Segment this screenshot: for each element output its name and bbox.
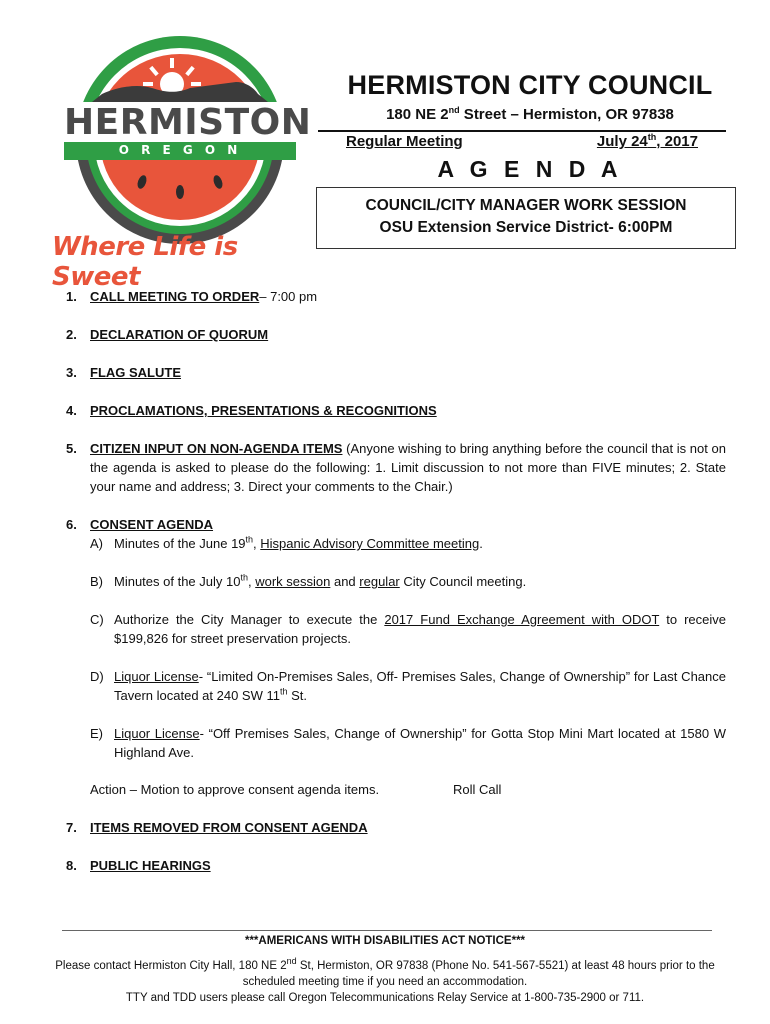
ada-notice-heading: ***AMERICANS WITH DISABILITIES ACT NOTICE*** [244,935,526,947]
meeting-date: July 24th, 2017 [596,132,698,150]
agenda-item-1: 1. CALL MEETING TO ORDER– 7:00 pm [66,289,318,304]
ada-notice-line-1: Please contact Hermiston City Hall, 180 NE 2nd St, Hermiston, OR 97838 (Phone No. 541-567-5521) at least 48 hours prior to the [55,956,715,972]
logo-name: HERMISTON [64,102,312,143]
agenda-item-title: PROCLAMATIONS, PRESENTATIONS & RECOGNITIONS [90,403,437,418]
agenda-item-title: CITIZEN INPUT ON NON-AGENDA ITEMS [90,441,343,456]
consent-item-b: B) Minutes of the July 10th, work session and regular City Council meeting. [90,572,527,589]
agenda-item-4: 4. PROCLAMATIONS, PRESENTATIONS & RECOGNITIONS [66,403,437,418]
consent-item-c: C) Authorize the City Manager to execute the 2017 Fund Exchange Agreement with ODOT to receive $199,826 for street preservation projects. [90,612,726,646]
council-title: HERMISTON CITY COUNCIL [347,70,713,100]
consent-action [90,780,726,799]
liquor-license-link: Liquor License [114,669,199,684]
agenda-heading: A G E N D A [437,156,623,182]
work-session-title: COUNCIL/CITY MANAGER WORK SESSION [365,197,687,214]
consent-item-e: E) Liquor License- “Off Premises Sales, Change of Ownership” for Gotta Stop Mini Mart located at 1580 W Highland Ave. [90,726,727,760]
agenda-item-2: 2. DECLARATION OF QUORUM [66,327,269,342]
agenda-item-title: FLAG SALUTE [90,365,181,380]
odot-agreement-link: 2017 Fund Exchange Agreement with ODOT [384,612,660,627]
work-session-box [316,187,736,249]
agenda-item-3: 3. FLAG SALUTE [66,365,181,380]
agenda-item-title: CALL MEETING TO ORDER [90,289,260,304]
logo-tagline: Where Life is Sweet [52,232,238,292]
work-session-link: work session [255,574,331,589]
agenda-item-7: 7. ITEMS REMOVED FROM CONSENT AGENDA [66,820,368,835]
logo-state: O R E G O N [118,143,242,157]
agenda-item-title: ITEMS REMOVED FROM CONSENT AGENDA [90,820,368,835]
regular-meeting-link: regular [359,574,400,589]
agenda-item-8: 8. PUBLIC HEARINGS [66,858,211,873]
consent-item-d: D) Liquor License- “Limited On-Premises Sales, Off- Premises Sales, Change of Ownership” for Last Chance Tavern located at 240 SW 11th St. [90,669,726,703]
header-divider [318,130,726,132]
ada-notice-line-3: TTY and TDD users please call Oregon Telecommunications Relay Service at 1-800-735-2900 or 711. [125,992,645,1004]
agenda-item-5: 5. CITIZEN INPUT ON NON-AGENDA ITEMS (Anyone wishing to bring anything before the council that is not on the agenda is asked to please do the following: 1. Limit discussion to not more than FIVE minutes; 2. State your name and address; 3. Direct your comments to the Chair.) [66,441,726,494]
consent-item-a: A) Minutes of the June 19th, Hispanic Advisory Committee meeting. [90,534,483,551]
council-address: 180 NE 2nd Street – Hermiston, OR 97838 [386,105,674,123]
agenda-item-6: 6. CONSENT AGENDA [66,517,214,532]
meeting-type: Regular Meeting [346,133,463,150]
agenda-item-title: CONSENT AGENDA [90,517,214,532]
agenda-item-title: PUBLIC HEARINGS [90,858,211,873]
roll-call-text: Roll Call [453,782,502,797]
work-session-location: OSU Extension Service District- 6:00PM [379,219,673,236]
agenda-item-title: DECLARATION OF QUORUM [90,327,269,342]
footer-divider [62,930,712,931]
ada-notice-line-2: scheduled meeting time if you need an accommodation. [242,976,528,988]
hispanic-advisory-link: Hispanic Advisory Committee meeting [260,536,480,551]
liquor-license-link: Liquor License [114,726,200,741]
consent-action-text: Action – Motion to approve consent agenda items. [90,782,380,797]
